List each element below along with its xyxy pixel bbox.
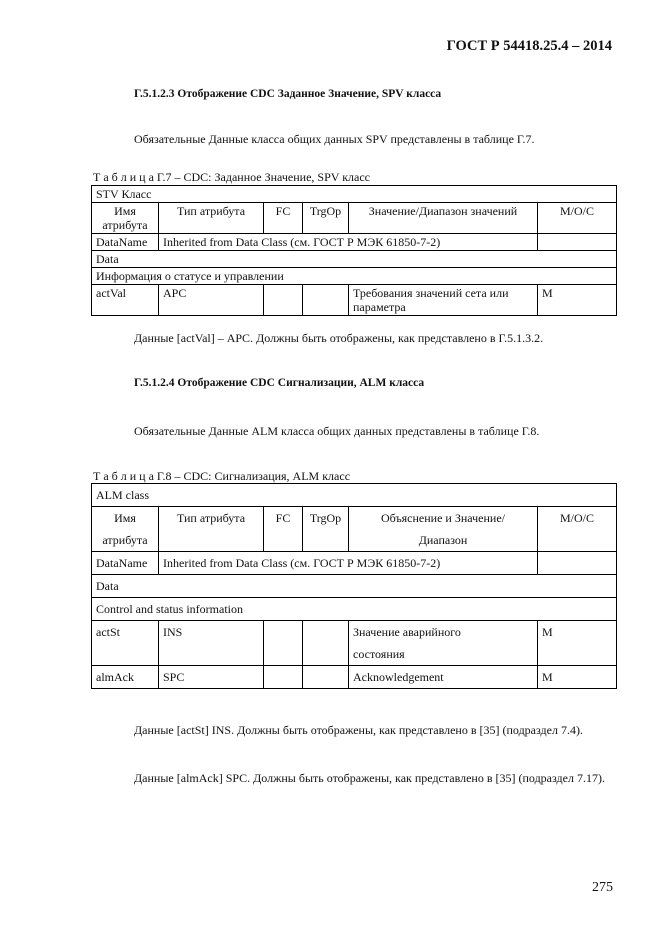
- cell-actst-name: actSt: [92, 621, 159, 666]
- table-caption-g8: Т а б л и ц а Г.8 – CDC: Сигнализация, ALM класс: [93, 469, 351, 483]
- section-heading-spv: Г.5.1.2.3 Отображение CDC Заданное Значение, SPV класса: [134, 88, 442, 100]
- paragraph-actval: Данные [actVal] – APC. Должны быть отображены, как представлено в Г.5.1.3.2.: [134, 331, 544, 345]
- table-data-row: Data: [92, 251, 617, 268]
- cell-almack-trgop: [303, 666, 349, 689]
- cell-almack-fc: [264, 666, 303, 689]
- cell-dataname: DataName: [92, 234, 159, 251]
- col-header-trgop: TrgOp: [303, 507, 349, 552]
- cell-actst-fc: [264, 621, 303, 666]
- cell-almack-mo: M: [538, 666, 617, 689]
- cell-empty: [538, 552, 617, 575]
- cell-actval-mo: M: [538, 285, 617, 316]
- cell-empty: [538, 234, 617, 251]
- page-number: 275: [592, 880, 613, 895]
- paragraph-almack: Данные [almAck] SPC. Должны быть отображены, как представлено в [35] (подраздел 7.17).: [134, 771, 605, 785]
- cell-actval-trgop: [303, 285, 349, 316]
- col-header-mo: M/O/C: [538, 203, 617, 234]
- cell-inherited: Inherited from Data Class (см. ГОСТ Р МЭК 61850-7-2): [159, 552, 538, 575]
- col-header-type: Тип атрибута: [159, 507, 264, 552]
- table-g7: [91, 185, 617, 316]
- table-control-row: Control and status information: [92, 598, 617, 621]
- cell-actval-name: actVal: [92, 285, 159, 316]
- cell-actst-trgop: [303, 621, 349, 666]
- col-header-value: Значение/Диапазон значений: [349, 203, 538, 234]
- cell-almack-value: Acknowledgement: [349, 666, 538, 689]
- col-header-trgop: TrgOp: [303, 203, 349, 234]
- cell-actval-value: Требования значений сета или параметра: [349, 285, 538, 316]
- section-intro-spv: Обязательные Данные класса общих данных SPV представлены в таблице Г.7.: [134, 132, 535, 146]
- table-g8: [91, 483, 617, 689]
- section-intro-alm: Обязательные Данные ALM класса общих данных представлены в таблице Г.8.: [134, 424, 540, 438]
- section-heading-alm: Г.5.1.2.4 Отображение CDC Сигнализации, ALM класса: [134, 377, 425, 389]
- table-status-row: Информация о статусе и управлении: [92, 268, 617, 285]
- cell-actst-type: INS: [159, 621, 264, 666]
- table-caption-g7: Т а б л и ц а Г.7 – CDC: Заданное Значение, SPV класс: [93, 170, 371, 184]
- table-class-row: ALM class: [92, 484, 617, 507]
- cell-actval-type: APC: [159, 285, 264, 316]
- cell-almack-type: SPC: [159, 666, 264, 689]
- col-header-mo: M/O/C: [538, 507, 617, 552]
- cell-actval-fc: [264, 285, 303, 316]
- col-header-type: Тип атрибута: [159, 203, 264, 234]
- col-header-fc: FC: [264, 507, 303, 552]
- document-header-code: ГОСТ Р 54418.25.4 – 2014: [446, 38, 612, 54]
- col-header-value: Объяснение и Значение/Диапазон: [349, 507, 538, 552]
- cell-almack-name: almAck: [92, 666, 159, 689]
- col-header-name: Имя атрибута: [92, 203, 159, 234]
- table-class-row: STV Класс: [92, 186, 617, 203]
- table-data-row: Data: [92, 575, 617, 598]
- col-header-name: Имя атрибута: [92, 507, 159, 552]
- paragraph-actst: Данные [actSt] INS. Должны быть отображены, как представлено в [35] (подраздел 7.4).: [134, 723, 583, 737]
- cell-actst-mo: M: [538, 621, 617, 666]
- cell-dataname: DataName: [92, 552, 159, 575]
- cell-inherited: Inherited from Data Class (см. ГОСТ Р МЭК 61850-7-2): [159, 234, 538, 251]
- col-header-fc: FC: [264, 203, 303, 234]
- cell-actst-value: Значение аварийного состояния: [349, 621, 538, 666]
